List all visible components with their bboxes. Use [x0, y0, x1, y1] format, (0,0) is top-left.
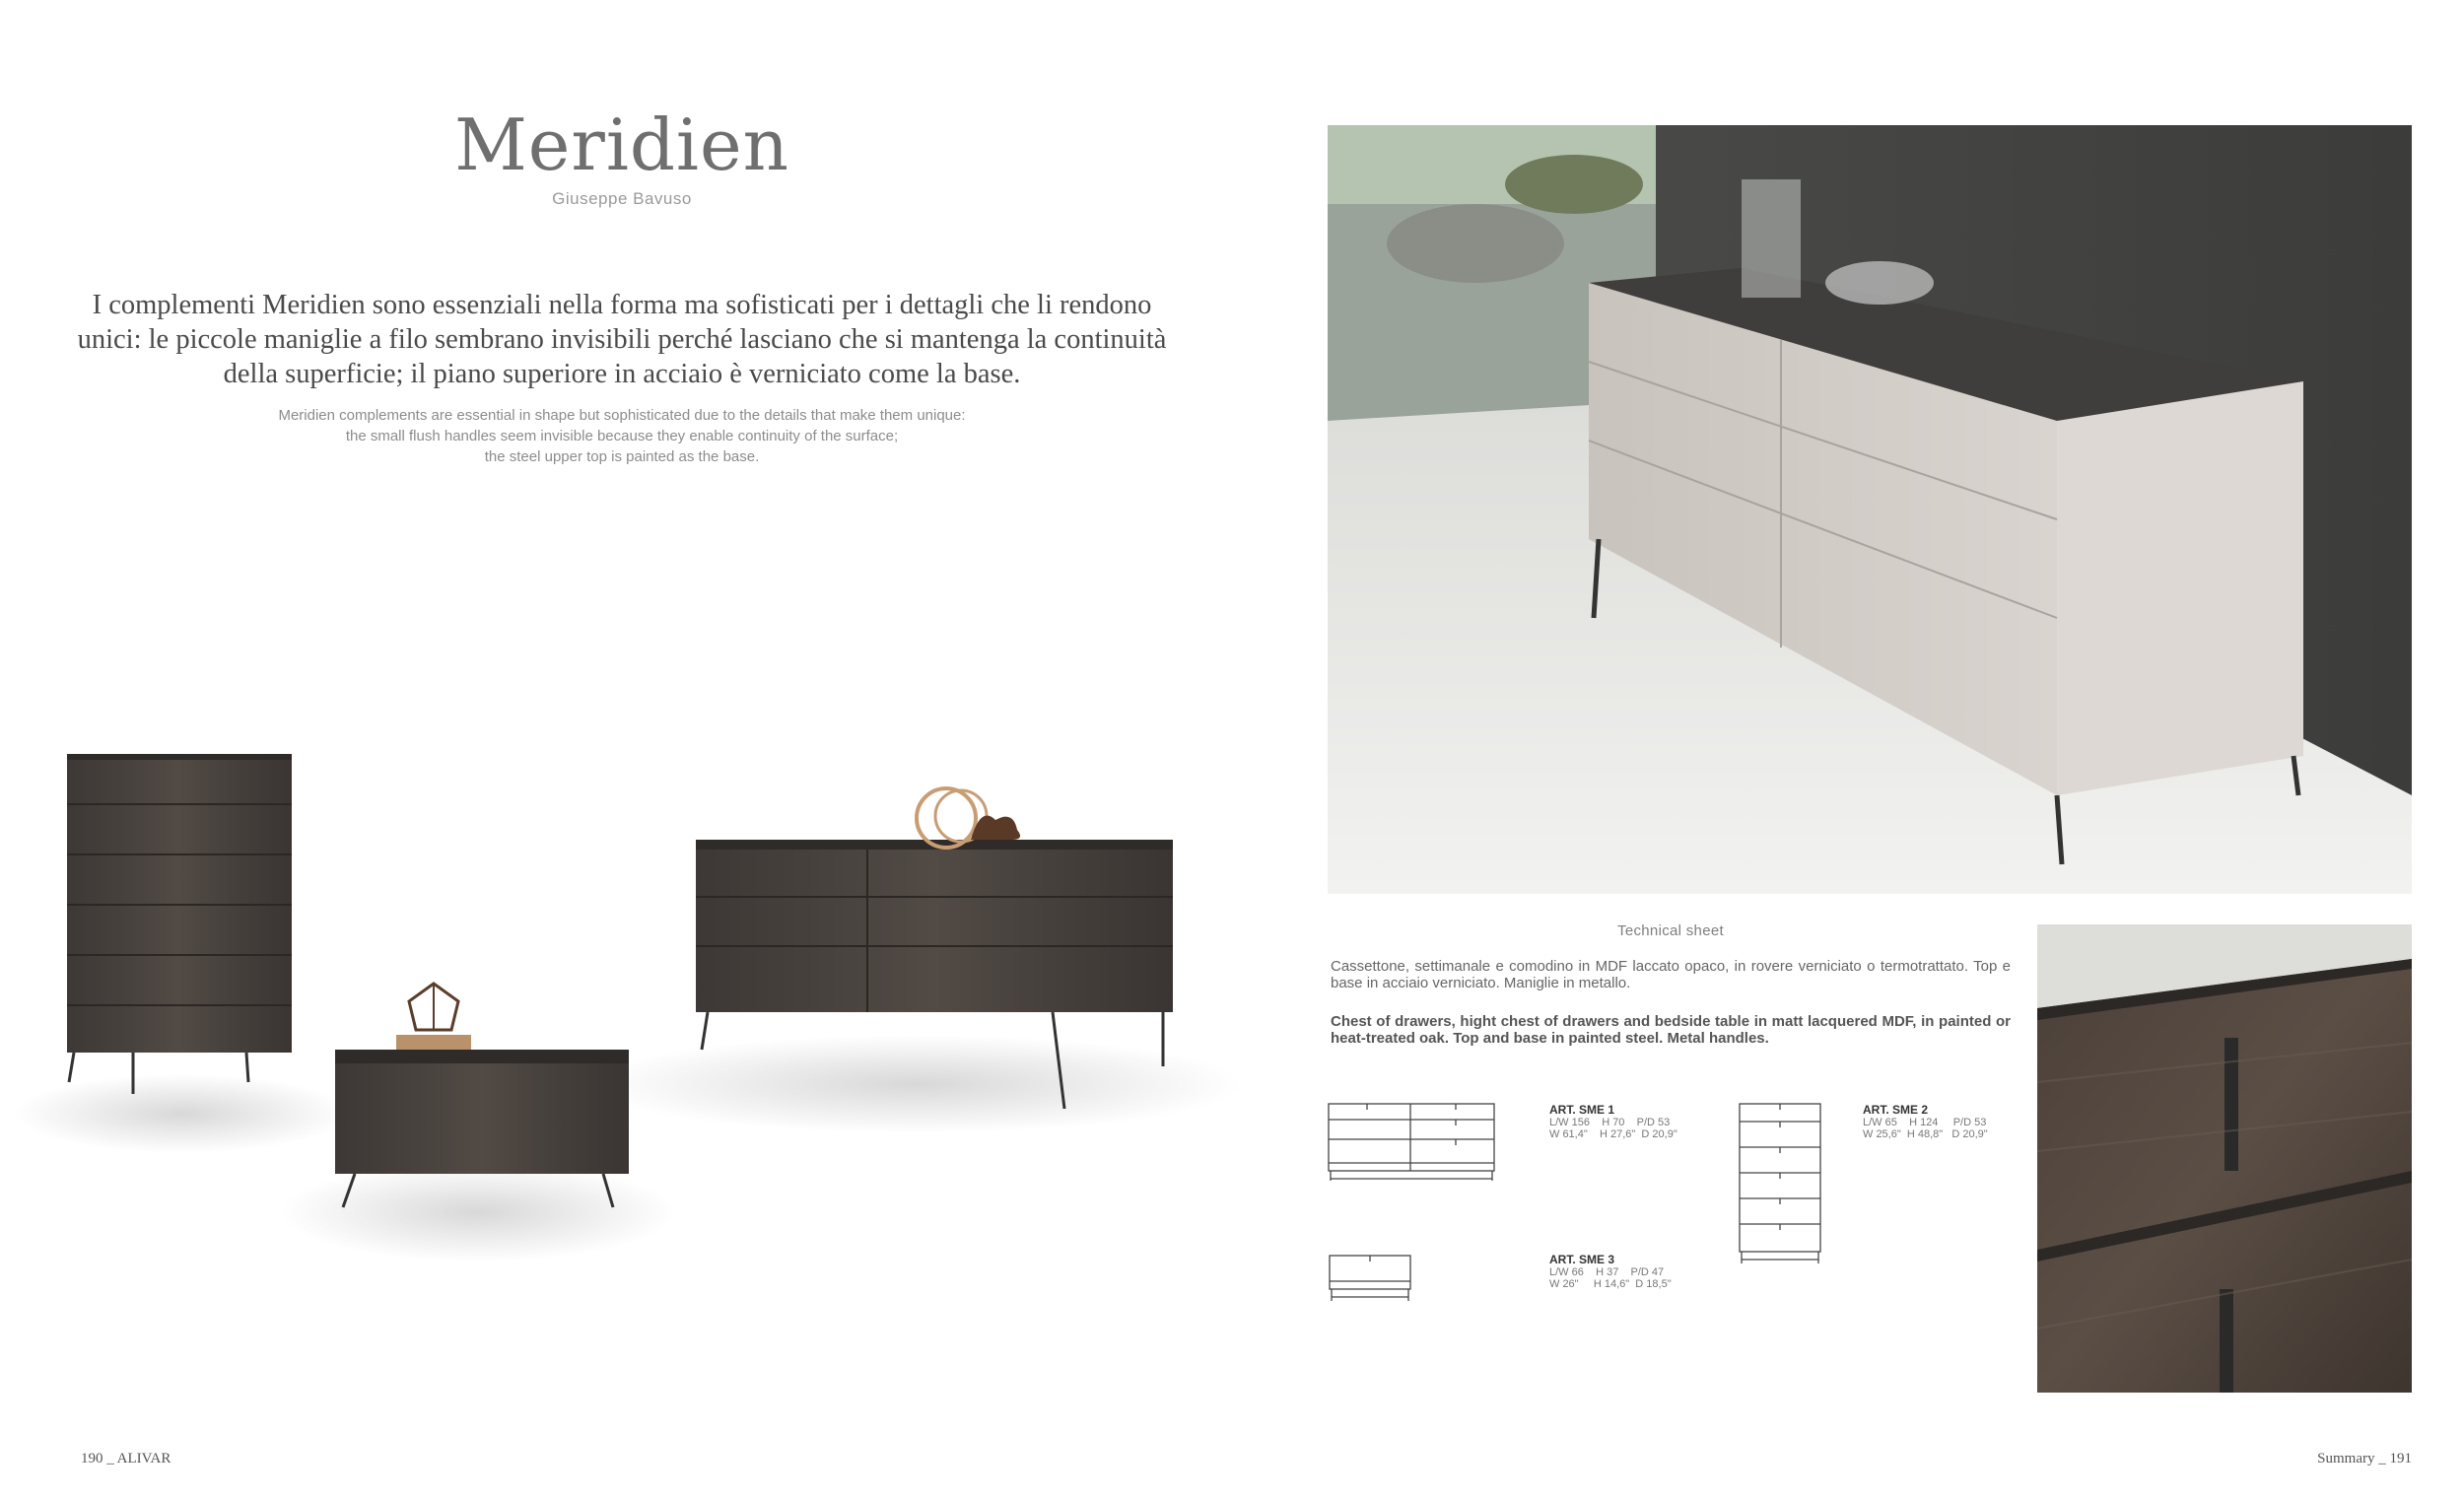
footer-left-page-number: 190 _ ALIVAR: [81, 1451, 171, 1466]
article-code: ART. SME 2: [1863, 1103, 1929, 1117]
bedside-table: [335, 984, 629, 1207]
designer-name: Giuseppe Bavuso: [552, 189, 692, 208]
article-dimensions-metric: L/W 156 H 70 P/D 53: [1549, 1117, 1671, 1128]
intro-english-line: Meridien complements are essential in shape but sophisticated due to the details that make them unique:: [278, 407, 966, 424]
intro-italian: I complementi Meridien sono essenziali nella forma ma sofisticati per i dettagli che li rendono unici: le piccole maniglie a filo sembrano invisibili perché lasciano che si mantenga la continuità della superficie; il piano superiore in acciaio è verniciato come la base.: [77, 290, 1167, 389]
footer-right-page-number: Summary _ 191: [2317, 1451, 2412, 1466]
sideboard-room-photo: [1328, 125, 2412, 894]
intro-english-line: the steel upper top is painted as the base.: [484, 448, 760, 465]
drawer-detail-photo: [2037, 924, 2412, 1393]
technical-description-italian: Cassettone, settimanale e comodino in MDF laccato opaco, in rovere verniciato o termotrattato. Top e base in acciaio verniciato. Maniglie in metallo.: [1331, 958, 2011, 991]
intro-english: [158, 405, 1086, 467]
sme3-drawing: [1328, 1254, 1412, 1305]
article-sme1: [1549, 1104, 1677, 1140]
intro-english-line: the small flush handles seem invisible because they enable continuity of the surface;: [345, 428, 899, 444]
page-title: Meridien: [454, 103, 789, 186]
article-sme3: [1549, 1254, 1672, 1290]
article-dimensions-imperial: W 61,4" H 27,6" D 20,9": [1549, 1128, 1677, 1140]
tall-chest: [67, 754, 292, 1094]
sme2-drawing: [1738, 1102, 1822, 1267]
article-sme2: [1863, 1104, 1988, 1140]
article-dimensions-imperial: W 25,6" H 48,8" D 20,9": [1863, 1128, 1988, 1140]
article-code: ART. SME 3: [1549, 1253, 1615, 1266]
sme1-drawing: [1328, 1102, 1497, 1185]
article-code: ART. SME 1: [1549, 1103, 1615, 1117]
technical-sheet-title: Technical sheet: [1617, 922, 1724, 939]
product-collection-photo: [0, 710, 1244, 1390]
article-dimensions-metric: L/W 65 H 124 P/D 53: [1863, 1117, 1987, 1128]
article-dimensions-metric: L/W 66 H 37 P/D 47: [1549, 1266, 1665, 1278]
technical-description-english: Chest of drawers, hight chest of drawers and bedside table in matt lacquered MDF, in painted or heat-treated oak. Top and base in painted steel. Metal handles.: [1331, 1013, 2011, 1047]
article-dimensions-imperial: W 26" H 14,6" D 18,5": [1549, 1278, 1672, 1290]
